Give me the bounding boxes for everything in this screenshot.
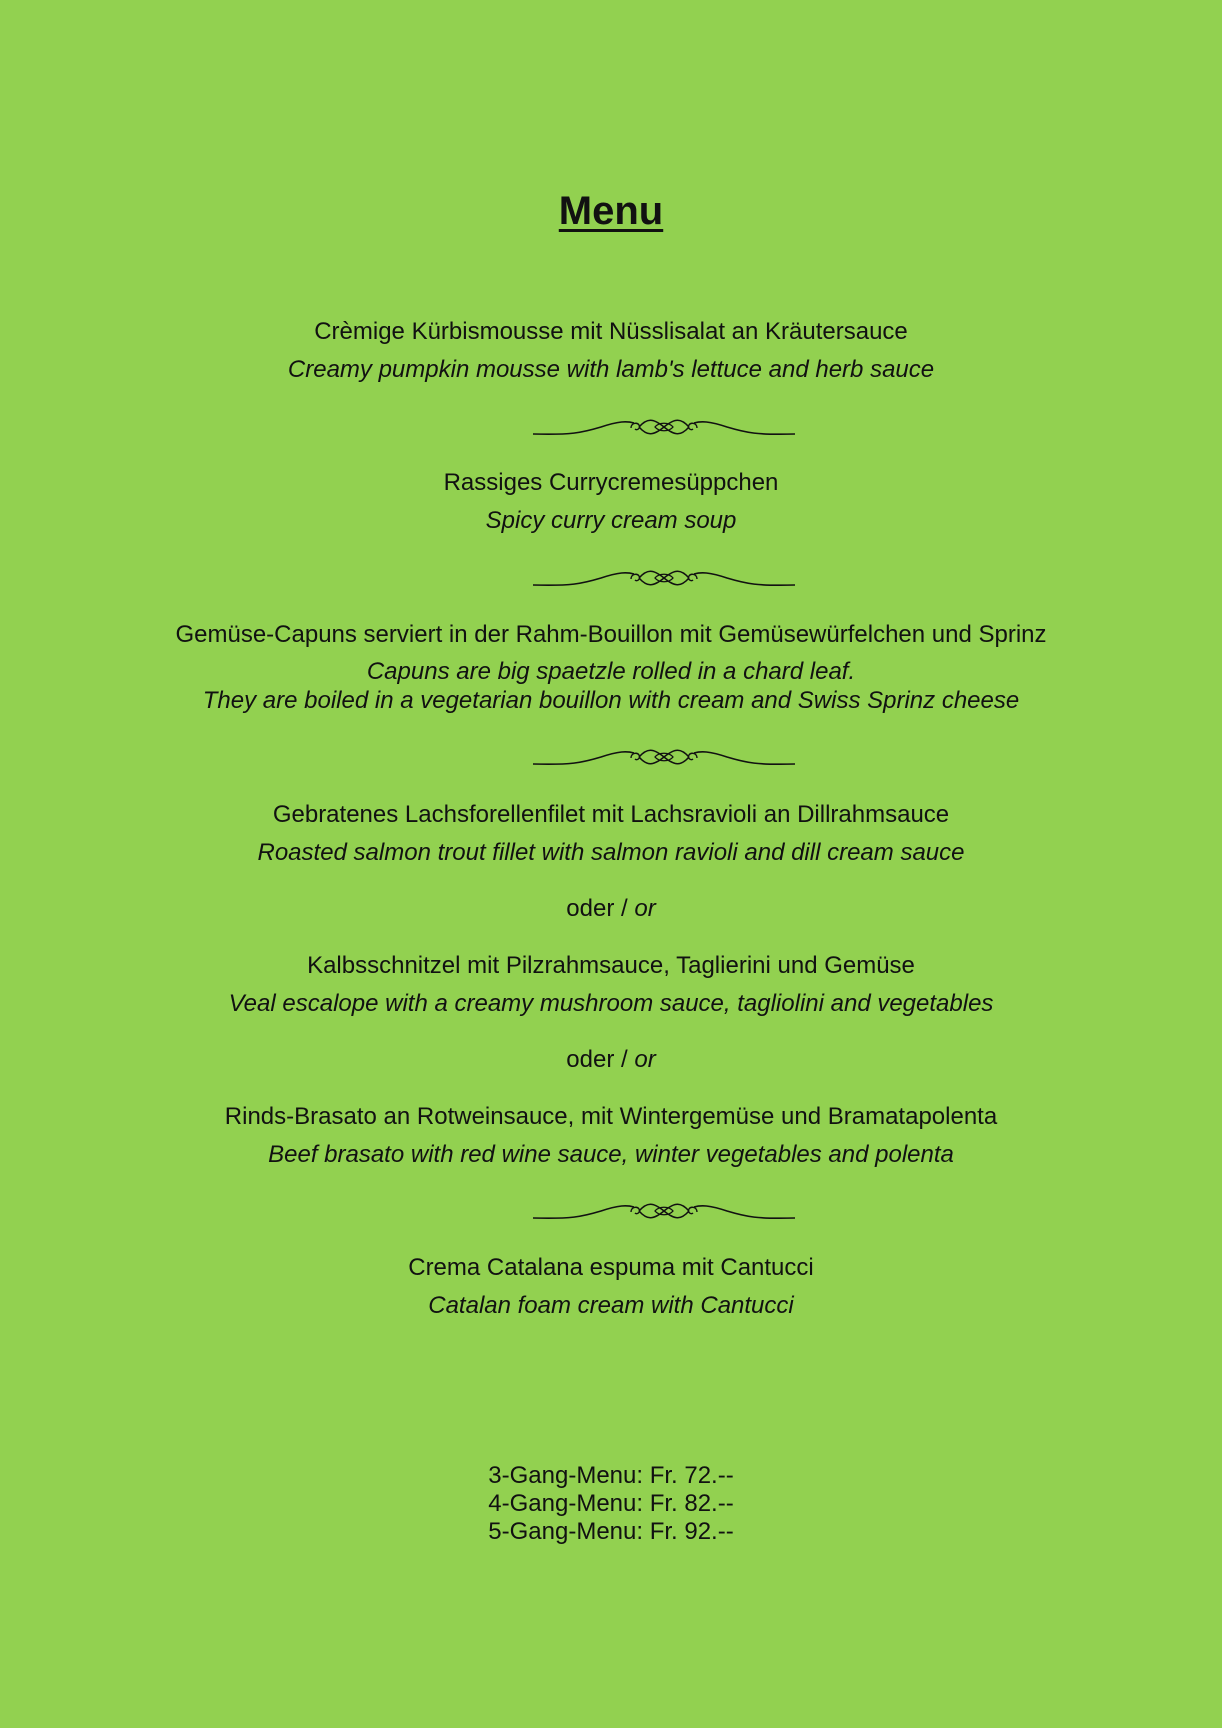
or-english: or: [634, 895, 656, 922]
course-3-german: Gemüse-Capuns serviert in der Rahm-Bouillon mit Gemüsewürfelchen und Sprinz: [175, 621, 1047, 648]
course-3-english-line-1: Capuns are big spaetzle rolled in a chard leaf.: [366, 658, 856, 685]
or-separator: [0, 1046, 1222, 1074]
course-4-option-1-english: Roasted salmon trout fillet with salmon ravioli and dill cream sauce: [257, 839, 965, 866]
course-2-german: Rassiges Currycremesüppchen: [443, 469, 779, 496]
course-2-english: Spicy curry cream soup: [485, 507, 737, 534]
page-title: Menu: [558, 189, 664, 233]
ornamental-flourish-icon: [531, 418, 797, 442]
course-4-option-2-german: Kalbsschnitzel mit Pilzrahmsauce, Taglierini und Gemüse: [307, 952, 915, 979]
price-4-course: 4-Gang-Menu: Fr. 82.--: [488, 1490, 734, 1517]
course-5-german: Crema Catalana espuma mit Cantucci: [408, 1254, 814, 1281]
or-separator: [0, 895, 1222, 923]
course-1-english: Creamy pumpkin mousse with lamb's lettuce and herb sauce: [287, 356, 935, 383]
course-4-option-3-english: Beef brasato with red wine sauce, winter vegetables and polenta: [268, 1141, 954, 1168]
ornamental-flourish-icon: [531, 1202, 797, 1226]
price-3-course: 3-Gang-Menu: Fr. 72.--: [488, 1462, 734, 1489]
course-4-option-1-german: Gebratenes Lachsforellenfilet mit Lachsravioli an Dillrahmsauce: [272, 801, 950, 828]
course-4-option-2-english: Veal escalope with a creamy mushroom sauce, tagliolini and vegetables: [228, 990, 994, 1017]
ornamental-flourish-icon: [531, 569, 797, 593]
or-german: oder /: [566, 1046, 628, 1073]
course-3-english-line-2: They are boiled in a vegetarian bouillon with cream and Swiss Sprinz cheese: [202, 687, 1020, 714]
course-5-english: Catalan foam cream with Cantucci: [428, 1292, 794, 1319]
ornamental-flourish-icon: [531, 748, 797, 772]
or-english: or: [634, 1046, 656, 1073]
price-5-course: 5-Gang-Menu: Fr. 92.--: [488, 1518, 734, 1545]
course-4-option-3-german: Rinds-Brasato an Rotweinsauce, mit Wintergemüse und Bramatapolenta: [224, 1103, 998, 1130]
course-1-german: Crèmige Kürbismousse mit Nüsslisalat an Kräutersauce: [314, 318, 908, 345]
or-german: oder /: [566, 895, 628, 922]
